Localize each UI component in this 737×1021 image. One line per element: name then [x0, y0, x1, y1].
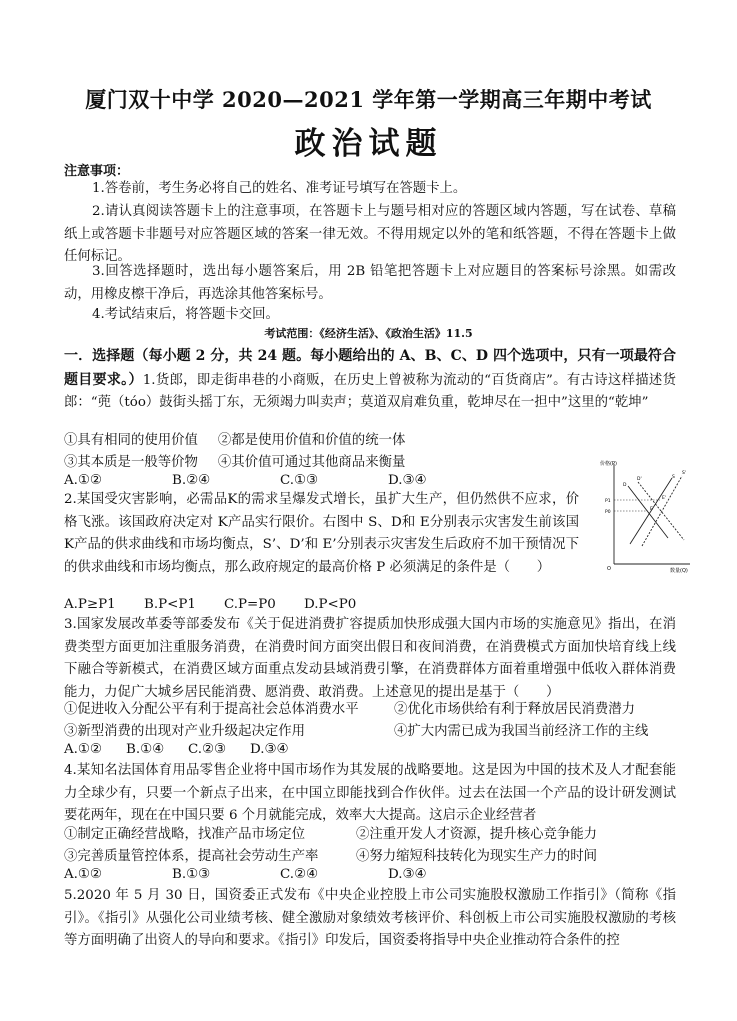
q3-option-2: ②优化市场供给有利于释放居民消费潜力: [394, 702, 636, 717]
notice-item-4: 4.考试结束后，将答题卡交回。: [92, 307, 279, 322]
q4-options-row-1: [64, 823, 597, 842]
q4-choice-b: B.①③: [172, 867, 211, 882]
graph-label-e-prime: E': [662, 496, 667, 501]
q3-options-row-1: [64, 698, 635, 717]
q3-option-3: ③新型消费的出现对产业升级起决定作用: [64, 724, 306, 739]
q3-choice-d: D.③④: [250, 742, 289, 757]
section-1-block: [64, 345, 676, 415]
notice-item-1: 1.答卷前，考生务必将自己的姓名、准考证号填写在答题卡上。: [92, 181, 467, 196]
graph-y-label: 价格(P): [600, 461, 617, 467]
q3-choice-c: C.②③: [188, 742, 227, 757]
q3-option-4: ④扩大内需已成为我国当前经济工作的主线: [394, 724, 649, 739]
q4-option-3: ③完善质量管控体系，提高社会劳动生产率: [64, 849, 319, 864]
q2-stem: 2.某国受灾害影响，必需品K的需求呈爆发式增长，虽扩大生产，但仍然供不应求，价格飞涨。该国政府决定对 K产品实行限价。右图中 S、D和 E分别表示灾害发生前该国 K产品的供求曲线和市场均衡点，S’、D’和 E’分别表示灾害发生后政府不加干预情况下的供求曲线和市场均衡点，那么政府规定的最高价格 P 必须满足的条件是（ ）: [64, 492, 579, 575]
q4-option-4: ④努力缩短科技转化为现实生产力的时间: [356, 849, 598, 864]
graph-label-d: D: [623, 483, 627, 488]
q1-stem: 1.货郎，即走街串巷的小商贩，在历史上曾被称为流动的“百货商店”。有古诗这样描述货郎：“蔸（tóo）鼓街头摇丁东，无须竭力叫卖声；莫道双肩难负重，乾坤尽在一担中”这里的“乾坤”: [64, 372, 677, 410]
subject-title: 政治试题: [294, 126, 443, 162]
graph-label-d-prime: D': [637, 477, 642, 482]
q1-choice-a: A.①②: [64, 473, 102, 488]
q4-choice-d: D.③④: [388, 867, 427, 882]
graph-label-s-prime: S': [682, 471, 687, 476]
q2-choices: [64, 597, 356, 612]
q4-choice-a: A.①②: [64, 867, 102, 882]
q3-choice-b: B.①④: [126, 742, 165, 757]
exam-title: 厦门双十中学 2020—2021 学年第一学期高三年期中考试: [85, 87, 652, 112]
q3-option-1: ①促进收入分配公平有利于提高社会总体消费水平: [64, 702, 359, 717]
q2-choice-d: D.P<P0: [304, 597, 357, 612]
supply-demand-graph: [600, 456, 696, 574]
q4-choices: [64, 867, 427, 882]
q1-options-row-2: [64, 451, 405, 470]
q1-option-3: ③其本质是一般等价物: [64, 455, 198, 470]
q4-option-1: ①制定正确经营战略，找准产品市场定位: [64, 827, 306, 842]
q2-choice-c: C.P=P0: [224, 597, 276, 612]
q2-choice-a: A.P≥P1: [64, 597, 116, 612]
notice-item-3: 3.回答选择题时，选出每小题答案后，用 2B 铅笔把答题卡上对应题目的答案标号涂黑。如需改动，用橡皮檫干净后，再选涂其他答案标号。: [64, 264, 676, 302]
q3-choice-a: A.①②: [64, 742, 102, 757]
graph-x-label: 数量(Q): [670, 568, 688, 574]
graph-label-e: E: [650, 507, 653, 512]
q3-choices: [64, 742, 289, 757]
graph-origin: O: [607, 566, 611, 572]
q1-option-1: ①具有相同的使用价值: [64, 433, 198, 448]
q4-options-row-2: [64, 845, 597, 864]
q2-choice-b: B.P<P1: [144, 597, 196, 612]
q4-stem: 4.某知名法国体育用品零售企业将中国市场作为其发展的战略要地。这是因为中国的技术及人才配套能力全球少有，只要一个新点子出来，在中国立即能找到合作伙伴。过去在法国一个产品的设计研发测试要花两年，现在在中国只要 6 个月就能完成，效率大大提高。这启示企业经营者: [64, 763, 676, 823]
graph-label-s: S: [672, 475, 675, 480]
q1-choice-d: D.③④: [388, 473, 427, 488]
exam-scope: 考试范围：《经济生活》、《政治生活》11.5: [264, 327, 473, 340]
q4-option-2: ②注重开发人才资源，提升核心竞争能力: [356, 827, 598, 842]
notice-heading: 注意事项：: [64, 164, 130, 179]
q1-option-2: ②都是使用价值和价值的统一体: [217, 433, 406, 448]
graph-label-p1: P1: [605, 499, 611, 504]
q1-option-4: ④其价值可通过其他商品来衡量: [217, 455, 406, 470]
q1-choices: [64, 473, 427, 488]
graph-label-p0: P0: [605, 510, 611, 515]
notice-item-2: 2.请认真阅读答题卡上的注意事项，在答题卡上与题号相对应的答题区域内答题，写在试卷、草稿纸上或答题卡非题号对应答题区域的答案一律无效。不得用规定以外的笔和纸答题，不得在答题卡上做任何标记。: [64, 204, 676, 264]
q3-stem: 3.国家发展改革委等部委发布《关于促进消费扩容提质加快形成强大国内市场的实施意见》指出，在消费类型方面更加注重服务消费，在消费时间方面突出假日和夜间消费，在消费模式方面加快培育线上线下融合等新模式，在消费区域方面重点发动县域消费引擎，在消费群体方面着重增强中低收入群体消费能力，力促广大城乡居民能消费、愿消费、敢消费。上述意见的提出是基于（ ）: [64, 617, 676, 700]
q1-choice-b: B.②④: [172, 473, 211, 488]
q1-options-row-1: [64, 429, 405, 448]
q4-choice-c: C.②④: [280, 867, 319, 882]
section-1-heading: 一．选择题（每小题 2 分，共 24 题。每小题给出的 A、B、C、D 四个选项中，只有一项最符合题目要求。）: [64, 348, 676, 388]
q3-options-row-2: [64, 720, 648, 739]
q1-choice-c: C.①③: [280, 473, 319, 488]
q5-stem: 5.2020 年 5 月 30 日，国资委正式发布《中央企业控股上市公司实施股权激励工作指引》（简称《指引》。《指引》从强化公司业绩考核、健全激励对象绩效考核评价、科创板上市公司实施股权激励的考核等方面明确了出资人的导向和要求。《指引》印发后，国资委将指导中央企业推动符合条件的控: [64, 888, 676, 948]
